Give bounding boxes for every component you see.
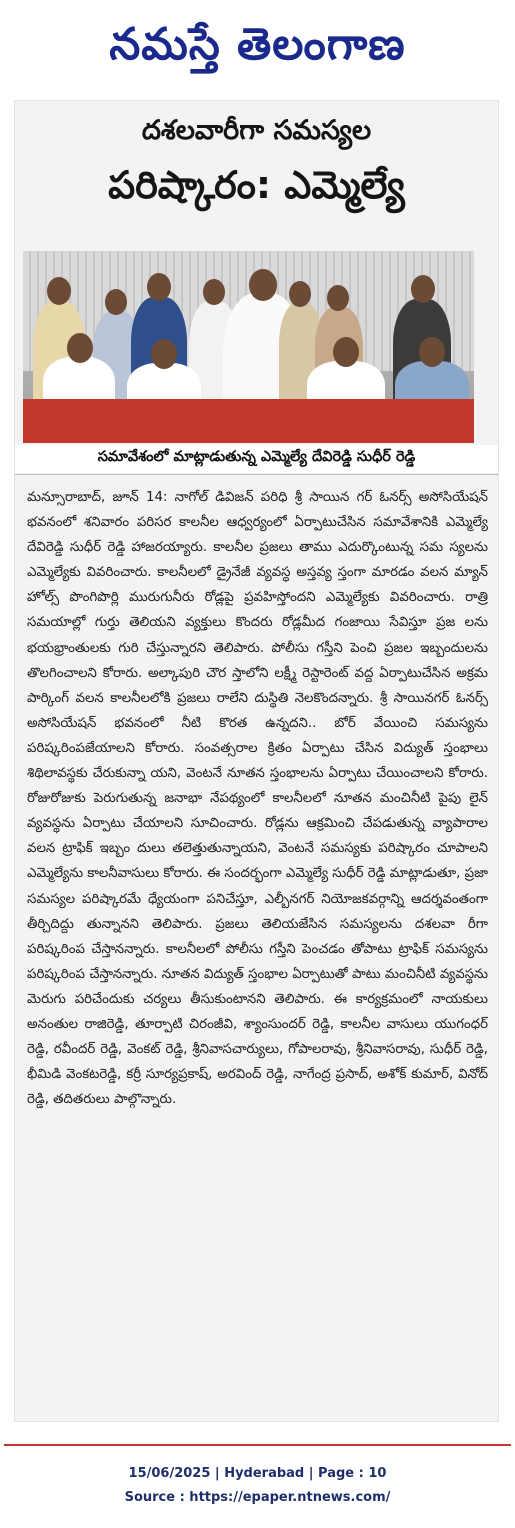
article-body: మన్సూరాబాద్, జూన్ 14: నాగోల్ డివిజన్ పరిధి శ్రీ సాయిన గర్ ఓనర్స్ అసోసియేషన్ భవనంలో శనివారం పరిసర కాలనీల ఆధ్వర్యంలో ఏర్పాటుచేసిన సమావేశానికి ఎమ్మెల్యే దేవిరెడ్డి సుధీర్ రెడ్డి హాజరయ్యారు. కాలనీల ప్రజలు తాము ఎదుర్కొంటున్న సమ స్యలను ఎమ్మెల్యేకు వివరించారు. కాలనీలలో డ్రైనేజీ వ్యవస్థ అస్తవ్య స్తంగా మారడం వలన మ్యాన్ హోల్స్ పొంగిపొర్లి మురుగునీరు రోడ్లపై ప్రవహిస్తోందని ఎమ్మెల్యేకు వివరించారు. రాత్రి సమయాల్లో గుర్తు తెలియని వ్యక్తులు కొందరు రోడ్లమీద గంజాయి సేవిస్తూ ప్రజ లను భయభ్రాంతులకు గురి చేస్తున్నారని తెలిపారు. పోలీసు గస్తీని పెంచి ప్రజల ఇబ్బందులను తొలగించాలని కోరారు. అల్కాపురి చౌర స్తాలోని లక్ష్మీ రెస్టారెంట్ వద్ద ఏర్పాటుచేసిన అక్రమ పార్కింగ్ వలన కాలనీలలోకి ప్రజలు రాలేని దుస్థితి నెలకొందన్నారు. శ్రీ సాయినగర్ ఓనర్స్ అసోసియేషన్ భవనంలో నీటి కొరత ఉన్నదని.. బోర్ వేయించి సమస్యను పరిష్కరింపజేయాలని కోరారు. సంవత్సరాల క్రితం ఏర్పాటు చేసిన విద్యుత్ స్తంభాలు శిథిలావస్థకు చేరుకున్నా యని, వెంటనే నూతన స్తంభాలను ఏర్పాటు చేయించాలని కోరారు. రోజురోజుకు పెరుగుతున్న జనాభా నేపథ్యంలో కాలనీలలో నూతన మంచినీటి పైపు లైన్ వ్యవస్థను ఏర్పాటు చేయాలని సూచించారు. రోడ్లను ఆక్రమించి చేపడుతున్న వ్యాపారాల వలన ట్రాఫిక్ ఇబ్బం దులు తలెత్తుతున్నాయని, వెంటనే సమస్యకు పరిష్కారం చూపాలని ఎమ్మెల్యేను కాలనీవాసులు కోరారు. ఈ సందర్భంగా ఎమ్మెల్యే సుధీర్ రెడ్డి మాట్లాడుతూ, ప్రజా సమస్యల పరిష్కారమే ధ్యేయంగా పనిచేస్తూ, ఎల్బీనగర్ నియోజకవర్గాన్ని ఆదర్శవంతంగా తీర్చిదిద్దు తున్నానని తెలిపారు. ప్రజలు తెలియజేసిన సమస్యలను దశలవా రీగా పరిష్కరింప చేస్తానన్నారు. కాలనీలలో పోలీసు గస్తీని పెంచడం తోపాటు ట్రాఫిక్ సమస్యను పరిష్కరింప చేస్తానన్నారు. నూతన విద్యుత్ స్తంభాల ఏర్పాటుతో పాటు మంచినీటి వ్యవస్థను మెరుగు పరిచేందుకు చర్యలు తీసుకుంటానని తెలిపారు. ఈ కార్యక్రమంలో నాయకులు అనంతుల రాజిరెడ్డి, తూర్పాటి చిరంజీవి, శ్యాంసుందర్ రెడ్డి, కాలనీల వాసులు యుగంధర్ రెడ్డి, రవీందర్ రెడ్డి, వెంకట్ రెడ్డి, శ్రీనివాసచార్యులు, గోపాలరావు, శ్రీనివాసరావు, సుధీర్ రెడ్డి, భీమిడి వెంకటరెడ్డి, కర్రీ సూర్యప్రకాష్, అరవింద్ రెడ్డి, నాగేంద్ర ప్రసాద్, అశోక్ కుమార్, వినోద్ రెడ్డి, తదితరులు పాల్గొన్నారు. (27, 490, 488, 1108)
publication-info: 15/06/2025 | Hyderabad | Page : 10 (128, 1466, 387, 1481)
masthead (0, 0, 515, 100)
headline-line-2: పరిష్కారం: ఎమ్మెల్యే (108, 163, 405, 207)
headline-line-1: దశలవారీగా సమస్యల (141, 115, 372, 146)
photo-person-head (411, 275, 435, 303)
photo-person-head (147, 273, 171, 301)
photo-person-head (327, 285, 349, 311)
news-clipping (15, 101, 498, 1421)
photo-table (23, 399, 474, 443)
photo-person-head (419, 337, 445, 367)
news-photo (23, 251, 474, 443)
photo-person-head (151, 339, 177, 369)
footer-divider (4, 1444, 511, 1446)
photo-person-head (289, 281, 311, 307)
newspaper-logo: నమస్తే తెలంగాణ (109, 19, 406, 70)
photo-caption: సమావేశంలో మాట్లాడుతున్న ఎమ్మెల్యే దేవిరెడ్డి సుధీర్ రెడ్డి (97, 449, 416, 465)
photo-person-head (67, 333, 93, 363)
photo-caption-bar (15, 445, 498, 473)
caption-divider (15, 474, 498, 475)
photo-person-head (249, 269, 277, 301)
photo-person-head (333, 337, 359, 367)
photo-person-head (105, 289, 127, 315)
photo-person-head (47, 277, 71, 305)
source-link[interactable]: Source : https://epaper.ntnews.com/ (124, 1490, 391, 1505)
photo-person-head (203, 279, 225, 305)
